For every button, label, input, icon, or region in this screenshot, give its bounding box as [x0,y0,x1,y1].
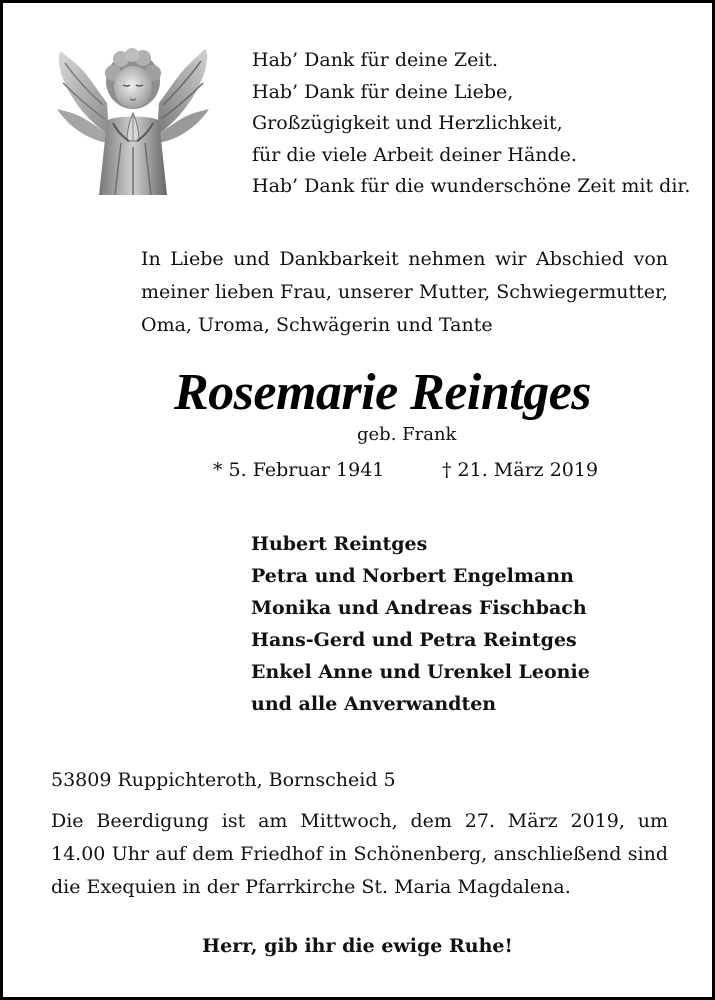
address: 53809 Ruppichteroth, Bornscheid 5 [51,769,396,791]
birth-date: * 5. Februar 1941 [213,459,385,481]
intro-line: In Liebe und Dankbarkeit nehmen wir Abschied von [141,248,668,270]
funeral-line: Die Beerdigung ist am Mittwoch, dem 27. März 2019, um [51,810,668,832]
funeral-info [51,805,668,904]
poem-line: für die viele Arbeit deiner Hände. [252,143,577,166]
intro-text [141,243,668,342]
funeral-line: 14.00 Uhr auf dem Friedhof in Schönenberg, anschließend sind [51,843,668,865]
funeral-line: die Exequien in der Pfarrkirche St. Maria Magdalena. [51,876,571,898]
mourner: Enkel Anne und Urenkel Leonie [251,661,590,683]
intro-line: Oma, Uroma, Schwägerin und Tante [141,314,493,336]
mourners-list [251,528,590,720]
maiden-name: geb. Frank [357,424,457,445]
praying-angel-icon [51,43,215,195]
poem [252,45,692,203]
mourner: Monika und Andreas Fischbach [251,597,587,619]
poem-line: Großzügigkeit und Herzlichkeit, [252,112,563,134]
mourner: Hubert Reintges [251,533,428,555]
closing-prayer: Herr, gib ihr die ewige Ruhe! [202,935,513,957]
poem-line: Hab’ Dank für deine Zeit. [252,49,499,71]
mourner: Petra und Norbert Engelmann [251,565,574,587]
intro-line: meiner lieben Frau, unserer Mutter, Schwiegermutter, [141,281,668,303]
mourner: Hans-Gerd und Petra Reintges [251,629,577,651]
poem-line: Hab’ Dank für deine Liebe, [252,80,514,103]
poem-line: Hab’ Dank für die wunderschöne Zeit mit dir. [252,175,691,197]
mourner: und alle Anverwandten [251,693,497,715]
death-date: † 21. März 2019 [442,459,599,481]
deceased-name: Rosemarie Reintges [173,364,592,421]
